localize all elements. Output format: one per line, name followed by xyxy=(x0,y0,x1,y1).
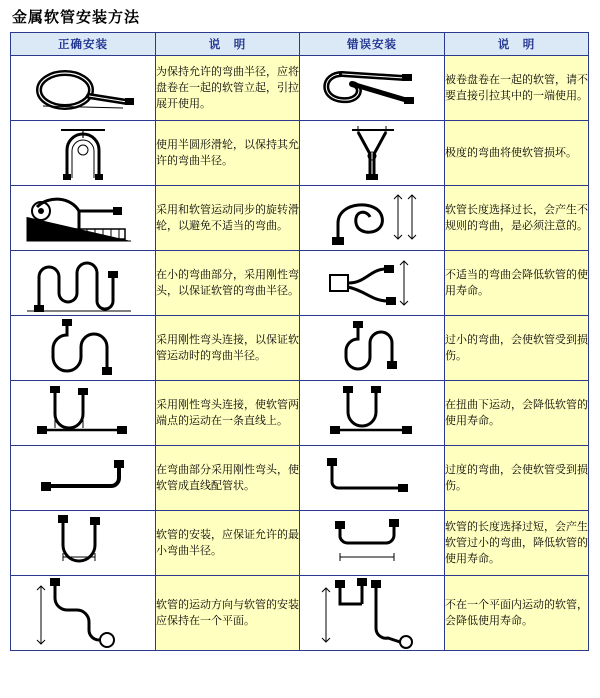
hose-installation-table xyxy=(10,32,589,651)
out-of-plane-motion-figure xyxy=(300,576,444,650)
synchronized-rotating-pulley-figure xyxy=(11,189,155,247)
figure-cell-wrong xyxy=(300,316,445,381)
table-row xyxy=(11,316,589,381)
improper-bend-shortens-life-figure xyxy=(300,253,444,313)
table-row xyxy=(11,186,589,251)
note-correct: 软管的运动方向与软管的安装应保持在一个平面。 xyxy=(156,576,300,651)
note-correct: 在弯曲部分采用刚性弯头，使软管成直线配管状。 xyxy=(156,446,300,511)
excessive-bend-damage-figure xyxy=(300,452,444,504)
figure-cell-wrong xyxy=(300,511,445,576)
note-wrong: 软管长度选择过长，会产生不规则的弯曲，是必须注意的。 xyxy=(445,186,589,251)
note-correct: 采用刚性弯头连接，使软管两端点的运动在一条直线上。 xyxy=(156,381,300,446)
note-wrong: 软管的长度选择过短，会产生软管过小的弯曲，降低软管的使用寿命。 xyxy=(445,511,589,576)
table-header-row xyxy=(11,33,589,56)
table-row xyxy=(11,446,589,511)
figure-cell-wrong xyxy=(300,121,445,186)
straight-piping-with-elbow-figure xyxy=(11,452,155,504)
figure-cell-wrong xyxy=(300,446,445,511)
table-row xyxy=(11,56,589,121)
figure-cell-wrong xyxy=(300,251,445,316)
figure-cell-correct xyxy=(11,511,156,576)
overlong-hose-irregular-bend-figure xyxy=(300,189,444,247)
table-row xyxy=(11,511,589,576)
figure-cell-correct xyxy=(11,446,156,511)
figure-cell-wrong xyxy=(300,56,445,121)
figure-cell-wrong xyxy=(300,576,445,651)
header-wrong-image: 错误安装 xyxy=(300,33,445,56)
table-row xyxy=(11,381,589,446)
too-small-bend-damage-figure xyxy=(300,317,444,379)
note-correct: 为保持允许的弯曲半径，应将盘卷在一起的软管立起，引拉展开使用。 xyxy=(156,56,300,121)
note-correct: 软管的安装，应保证允许的最小弯曲半径。 xyxy=(156,511,300,576)
table-body xyxy=(11,56,589,651)
same-plane-motion-figure xyxy=(11,576,155,650)
figure-cell-correct xyxy=(11,56,156,121)
torsion-motion-figure xyxy=(300,384,444,442)
table-row xyxy=(11,251,589,316)
header-wrong-note: 说 明 xyxy=(445,33,589,56)
note-wrong: 不适当的弯曲会降低软管的使用寿命。 xyxy=(445,251,589,316)
rigid-elbow-connection-figure xyxy=(11,317,155,379)
figure-cell-correct xyxy=(11,381,156,446)
note-wrong: 不在一个平面内运动的软管，会降低使用寿命。 xyxy=(445,576,589,651)
figure-cell-wrong xyxy=(300,186,445,251)
note-correct: 采用和软管运动同步的旋转滑轮，以避免不适当的弯曲。 xyxy=(156,186,300,251)
header-correct-image: 正确安装 xyxy=(11,33,156,56)
note-correct: 采用刚性弯头连接，以保证软管运动时的弯曲半径。 xyxy=(156,316,300,381)
note-correct: 在小的弯曲部分，采用刚性弯头，以保证软管的弯曲半径。 xyxy=(156,251,300,316)
sharp-bend-pulley-figure xyxy=(300,124,444,182)
coiled-hose-standing-figure xyxy=(11,60,155,116)
figure-cell-correct xyxy=(11,186,156,251)
note-wrong: 被卷盘卷在一起的软管，请不要直接引拉其中的一端使用。 xyxy=(445,56,589,121)
page-title: 金属软管安装方法 xyxy=(12,8,141,26)
note-wrong: 过度的弯曲，会使软管受到损伤。 xyxy=(445,446,589,511)
semicircular-pulley-figure xyxy=(11,124,155,182)
header-correct-note: 说 明 xyxy=(156,33,300,56)
note-wrong: 极度的弯曲将使软管损坏。 xyxy=(445,121,589,186)
table-row xyxy=(11,576,589,651)
rigid-elbow-straight-line-figure xyxy=(11,384,155,442)
figure-cell-correct xyxy=(11,576,156,651)
rigid-elbow-small-bend-figure xyxy=(11,253,155,313)
note-wrong: 过小的弯曲，会使软管受到损伤。 xyxy=(445,316,589,381)
figure-cell-correct xyxy=(11,251,156,316)
minimum-bend-radius-u-figure xyxy=(11,513,155,573)
note-wrong: 在扭曲下运动，会降低软管的使用寿命。 xyxy=(445,381,589,446)
note-correct: 使用半圆形滑轮，以保持其允许的弯曲半径。 xyxy=(156,121,300,186)
figure-cell-correct xyxy=(11,316,156,381)
table-row xyxy=(11,121,589,186)
figure-cell-correct xyxy=(11,121,156,186)
figure-cell-wrong xyxy=(300,381,445,446)
coiled-hose-pulled-figure xyxy=(300,60,444,116)
overlong-hose-small-bend-figure xyxy=(300,513,444,573)
